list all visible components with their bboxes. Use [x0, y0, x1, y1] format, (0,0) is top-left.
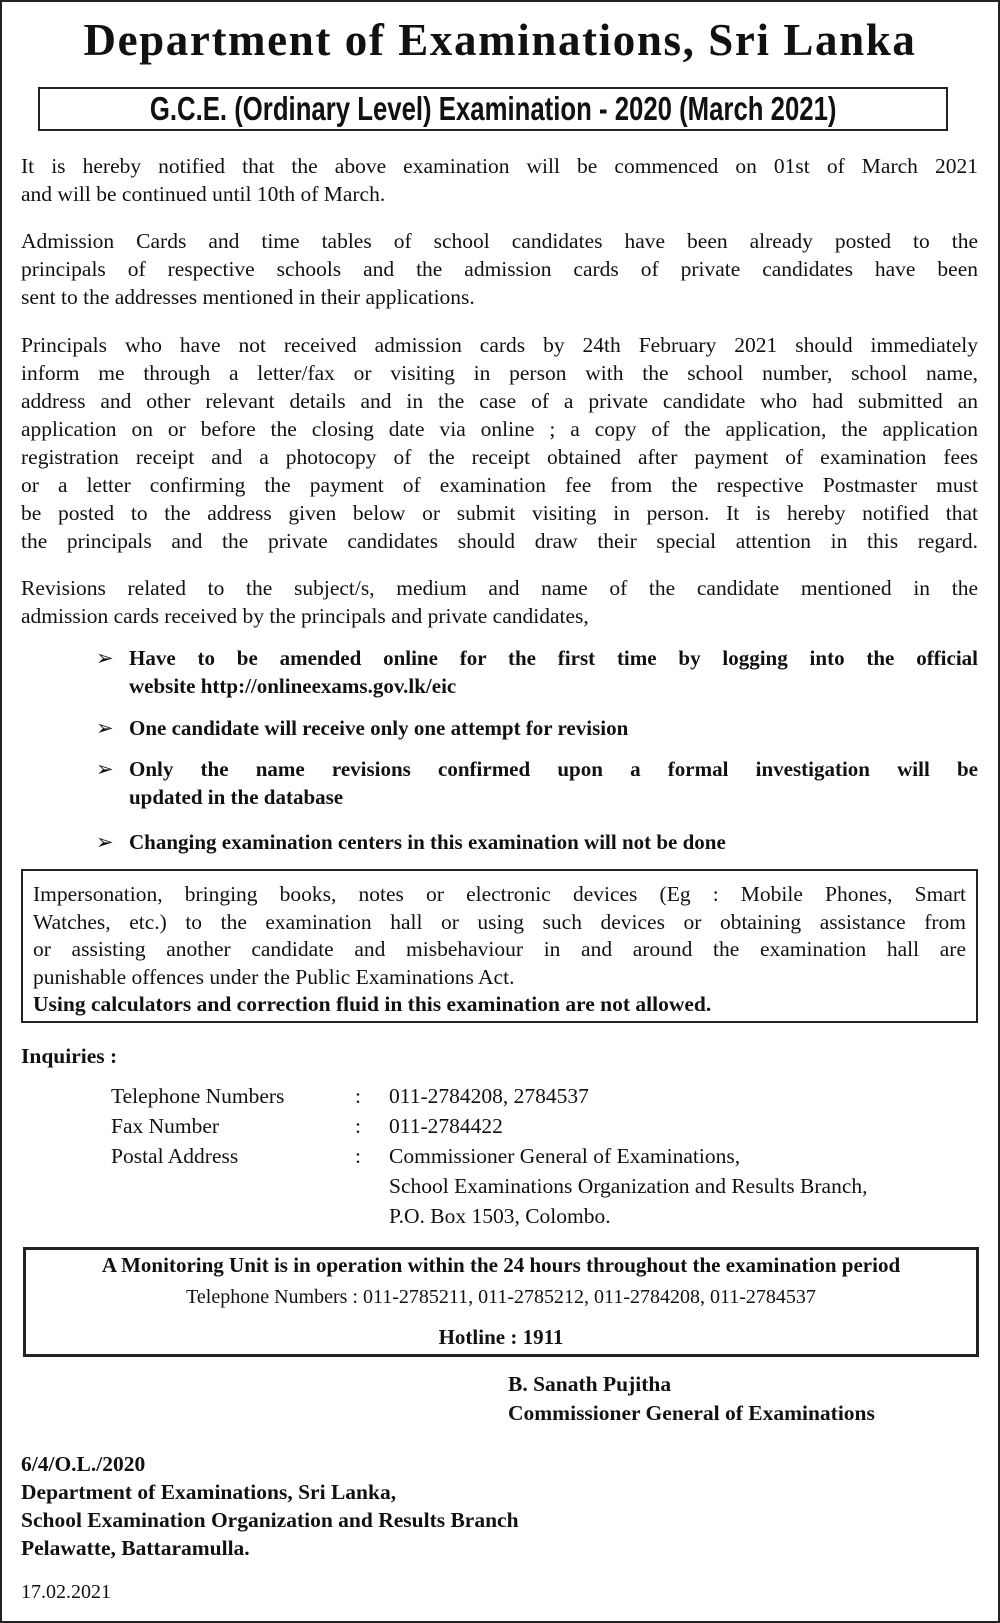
- signatory-title: Commissioner General of Examinations: [508, 1401, 875, 1425]
- arrow-bullet-icon: ➢: [96, 716, 114, 740]
- text-line: website http://onlineexams.gov.lk/eic: [129, 674, 457, 698]
- text-line: registration receipt and a photocopy of the receipt obtained after payment of examination fees: [21, 445, 978, 469]
- text-line: updated in the database: [129, 785, 344, 809]
- text-line: inform me through a letter/fax or visiting in person with the school number, school name,: [21, 361, 978, 385]
- postal-line: Commissioner General of Examinations,: [389, 1144, 741, 1168]
- exam-title: G.C.E. (Ordinary Level) Examination - 2020 (March 2021): [149, 90, 837, 127]
- postal-label: Postal Address: [111, 1144, 239, 1168]
- telephone-value: 011-2784208, 2784537: [389, 1084, 589, 1108]
- text-line: or assisting another candidate and misbehaviour in and around the examination hall are: [33, 937, 966, 961]
- text-line: Changing examination centers in this examination will not be done: [129, 830, 726, 854]
- inquiries-heading: Inquiries :: [21, 1044, 118, 1068]
- monitoring-heading: A Monitoring Unit is in operation within the 24 hours throughout the examination period: [101, 1253, 901, 1277]
- text-line: principals of respective schools and the admission cards of private candidates have been: [21, 257, 978, 281]
- signatory-name: B. Sanath Pujitha: [508, 1372, 672, 1396]
- paragraph-admission-cards: [21, 227, 978, 311]
- bullet-item: [96, 644, 978, 700]
- bullet-item: [96, 755, 978, 811]
- text-line: and will be continued until 10th of March.: [21, 182, 386, 206]
- text-line: application on or before the closing date via online ; a copy of the application, the application: [21, 417, 978, 441]
- bullet-item: [96, 828, 978, 856]
- text-line: the principals and the private candidates should draw their special attention in this regard.: [21, 529, 978, 553]
- monitoring-telephones: Telephone Numbers : 011-2785211, 011-2785212, 011-2784208, 011-2784537: [186, 1286, 816, 1308]
- postal-line: School Examinations Organization and Results Branch,: [389, 1174, 868, 1198]
- separator: :: [355, 1144, 361, 1168]
- address-line: Pelawatte, Battaramulla.: [21, 1536, 250, 1560]
- warning-box: [21, 869, 978, 1023]
- exam-title-box: [38, 87, 948, 131]
- paragraph-principals: [21, 331, 978, 555]
- text-line: punishable offences under the Public Examinations Act.: [33, 964, 515, 989]
- text-line: Principals who have not received admission cards by 24th February 2021 should immediately: [21, 333, 978, 357]
- arrow-bullet-icon: ➢: [96, 757, 114, 781]
- postal-line: P.O. Box 1503, Colombo.: [389, 1204, 611, 1228]
- signature-block: [508, 1370, 875, 1428]
- reference-number: 6/4/O.L./2020: [21, 1452, 146, 1476]
- separator: :: [355, 1084, 361, 1108]
- text-line: sent to the addresses mentioned in their applications.: [21, 285, 475, 309]
- fax-label: Fax Number: [111, 1114, 220, 1138]
- arrow-bullet-icon: ➢: [96, 830, 114, 854]
- text-line: Impersonation, bringing books, notes or electronic devices (Eg : Mobile Phones, Smart: [33, 882, 966, 906]
- footer-address: [21, 1450, 519, 1562]
- text-line: or a letter confirming the payment of examination fee from the respective Postmaster must: [21, 473, 978, 497]
- bullet-item: [96, 714, 978, 742]
- hotline: Hotline : 1911: [438, 1325, 564, 1349]
- text-line: Revisions related to the subject/s, medium and name of the candidate mentioned in the: [21, 576, 978, 600]
- calculator-warning: Using calculators and correction fluid in this examination are not allowed.: [33, 992, 712, 1016]
- address-line: School Examination Organization and Results Branch: [21, 1508, 519, 1532]
- notice-date: 17.02.2021: [21, 1581, 111, 1603]
- text-line: One candidate will receive only one attempt for revision: [129, 716, 629, 740]
- paragraph-commencement: [21, 152, 978, 208]
- paragraph-revisions: [21, 574, 978, 630]
- arrow-bullet-icon: ➢: [96, 646, 114, 670]
- separator: :: [355, 1114, 361, 1138]
- text-line: It is hereby notified that the above examination will be commenced on 01st of March 2021: [21, 154, 978, 178]
- text-line: Only the name revisions confirmed upon a formal investigation will be: [129, 757, 978, 781]
- fax-value: 011-2784422: [389, 1114, 503, 1138]
- telephone-label: Telephone Numbers: [111, 1084, 285, 1108]
- text-line: Admission Cards and time tables of school candidates have been already posted to the: [21, 229, 978, 253]
- page-title: Department of Examinations, Sri Lanka: [83, 15, 917, 65]
- address-line: Department of Examinations, Sri Lanka,: [21, 1480, 397, 1504]
- text-line: be posted to the address given below or submit visiting in person. It is hereby notified that: [21, 501, 978, 525]
- text-line: address and other relevant details and in the case of a private candidate who had submitted an: [21, 389, 978, 413]
- monitoring-unit-box: [23, 1247, 979, 1357]
- text-line: Watches, etc.) to the examination hall or using such devices or obtaining assistance from: [33, 909, 966, 934]
- text-line: Have to be amended online for the first time by logging into the official: [129, 646, 978, 670]
- text-line: admission cards received by the principals and private candidates,: [21, 604, 589, 628]
